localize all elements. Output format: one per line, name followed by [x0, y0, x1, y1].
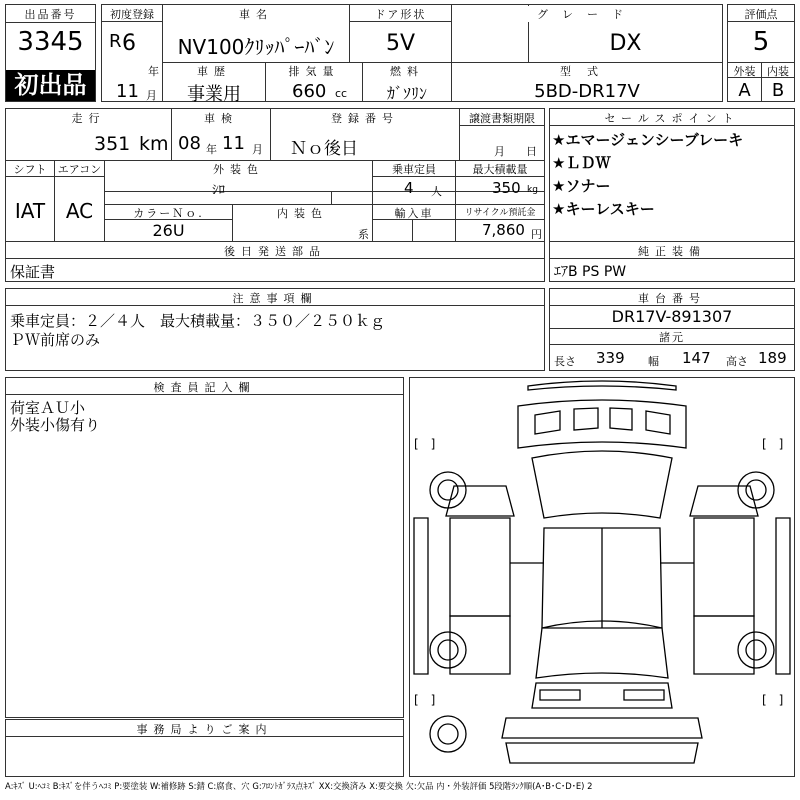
car-name: NV100ｸﾘｯﾊﾟｰﾊﾞﾝ: [177, 35, 335, 59]
height-value: 189: [758, 349, 787, 367]
max-load-unit: kg: [527, 185, 538, 195]
int-score-value: B: [771, 80, 785, 101]
rear-bumper-outline: [502, 718, 702, 738]
inspector-label: 検査員記入欄: [6, 379, 403, 395]
office-box: [5, 719, 404, 777]
score-value: 5: [752, 27, 770, 57]
later-parts-box: [5, 241, 545, 282]
lot-label: 出品番号: [24, 8, 77, 21]
ext-color-value: ｼﾛ: [212, 183, 225, 198]
grade-label: グレード: [452, 6, 722, 22]
regno-label: 登録番号: [271, 110, 459, 126]
inspector-box: [5, 377, 404, 718]
mileage-label: 走行: [6, 110, 171, 126]
grille-shapes: [535, 408, 670, 434]
rear-lamps: [540, 690, 664, 700]
transfer-month-unit: 月: [494, 145, 505, 158]
displacement-label: 排気量: [266, 63, 362, 79]
lot-number: 3345: [17, 27, 84, 57]
import-label: 輸入車: [394, 207, 434, 220]
displacement-value: 660: [292, 81, 327, 102]
hood-outline: [518, 400, 686, 448]
left-front-door: [450, 518, 510, 616]
history-label: 車歴: [163, 63, 265, 79]
door-label: ドア形状: [374, 8, 427, 21]
int-score-label: 内装: [767, 65, 789, 78]
notes-label: 注意事項欄: [6, 290, 544, 306]
recycle-unit: 円: [531, 228, 542, 241]
history-value: 事業用: [187, 84, 241, 105]
shift-value: IAT: [14, 199, 46, 223]
details-box: [5, 108, 545, 242]
sales-point-1: ★エマージェンシーブレーキ: [552, 131, 744, 149]
recycle-label: リサイクル預託金: [464, 208, 536, 218]
displacement-unit: cc: [335, 87, 348, 100]
ac-label: エアコン: [57, 163, 102, 176]
height-label: 高さ: [726, 355, 748, 368]
bracket-1: [ ]: [414, 437, 436, 451]
reg-year-unit: 年: [148, 65, 159, 78]
office-label: 事務局よりご案内: [6, 721, 403, 737]
damage-diagram: [409, 377, 795, 777]
ext-score-label: 外装: [733, 65, 756, 78]
length-value: 339: [596, 349, 625, 367]
ext-color-label: 外装色: [105, 161, 372, 177]
bracket-3: [ ]: [414, 693, 436, 707]
score-label: 評価点: [744, 8, 778, 21]
genuine-label: 純正装備: [550, 243, 794, 259]
sales-points-label: セールスポイント: [550, 110, 794, 126]
inspection-month: 11: [222, 133, 245, 154]
genuine-value: ｴｱB PS PW: [554, 264, 627, 280]
inspection-year: 08: [178, 133, 201, 154]
ext-score-value: A: [738, 80, 751, 101]
windshield-outline: [532, 451, 672, 518]
capacity-label: 乗車定員: [392, 163, 436, 176]
capacity-unit: 人: [431, 185, 442, 198]
mileage-unit: km: [139, 133, 169, 155]
reg-era: R: [109, 31, 122, 52]
lot-box: [5, 4, 96, 102]
width-label: 幅: [648, 355, 659, 368]
chassis-value: DR17V-891307: [611, 307, 733, 326]
max-load-label: 最大積載量: [472, 163, 528, 176]
inspection-year-unit: 年: [206, 143, 217, 156]
dims-label: 諸元: [659, 331, 685, 344]
inspection-label: 車検: [172, 110, 270, 126]
right-front-fender: [690, 486, 758, 516]
bracket-2: [ ]: [762, 437, 784, 451]
first-listing-badge: 初出品: [6, 70, 95, 101]
notes-box: [5, 288, 545, 371]
main-info-box: [101, 4, 723, 105]
notes-line-1: 乗車定員：２／４人 最大積載量：３５０／２５０ｋｇ: [10, 312, 386, 330]
grade-value: DX: [609, 31, 642, 56]
left-rear-panel: [450, 616, 510, 674]
int-color-label: 内装色: [233, 205, 372, 221]
transfer-day-unit: 日: [526, 145, 537, 158]
color-no-value: 26U: [152, 221, 185, 240]
sales-point-2: ★ＬＤＷ: [552, 154, 611, 172]
chassis-label: 車台番号: [550, 290, 794, 306]
reg-year: 6: [122, 31, 136, 56]
sales-point-3: ★ソナー: [552, 177, 611, 195]
reg-label: 初度登録: [110, 8, 154, 21]
regno-value: Ｎｏ後日: [290, 139, 358, 159]
car-name-label: 車名: [163, 6, 349, 22]
legend-text: A:ｷｽﾞ U:ﾍｺﾐ B:ｷｽﾞを伴うﾍｺﾐ P:要塗装 W:補修跡 S:錆 C:腐食、穴 G:ﾌﾛﾝﾄｶﾞﾗｽ点ｷｽﾞ XX:交換済み X:要交換 欠:欠品 内・外装評価 5段階ﾗﾝｸ順(A･B･C･D･E) 2: [5, 781, 593, 791]
fuel-value: ｶﾞｿﾘﾝ: [386, 84, 427, 103]
model-label: 型式: [452, 63, 722, 79]
sales-points-box: [549, 108, 795, 242]
mileage-value: 351: [94, 133, 131, 155]
right-rear-panel: [694, 616, 754, 674]
later-parts-label: 後日発送部品: [6, 243, 544, 259]
genuine-box: [549, 241, 795, 282]
length-label: 長さ: [554, 355, 576, 368]
tailgate-outline: [532, 683, 672, 708]
recycle-value: 7,860: [482, 221, 525, 239]
reg-month-unit: 月: [146, 89, 157, 102]
model-value: 5BD-DR17V: [534, 81, 640, 102]
left-front-fender: [446, 486, 514, 516]
notes-line-2: ＰＷ前席のみ: [10, 331, 101, 349]
inspection-month-unit: 月: [252, 143, 263, 156]
front-bumper-outline: [528, 381, 676, 390]
bracket-4: [ ]: [762, 693, 784, 707]
vehicle-diagram-svg: [410, 378, 794, 776]
shift-label: シフト: [13, 163, 47, 176]
rear-glass-outline: [536, 621, 668, 678]
chassis-box: [549, 288, 795, 371]
rear-lower-outline: [506, 743, 698, 763]
max-load-value: 350: [492, 179, 521, 197]
int-color-suffix: 系: [358, 228, 369, 241]
right-side-skirt: [776, 518, 790, 674]
reg-month: 11: [116, 81, 139, 102]
later-parts-value: 保証書: [10, 263, 56, 281]
transfer-label: 譲渡書類期限: [469, 112, 535, 125]
left-side-skirt: [414, 518, 428, 674]
width-value: 147: [682, 349, 711, 367]
score-box: [727, 4, 795, 102]
right-front-door: [694, 518, 754, 616]
inspector-line-2: 外装小傷有り: [10, 416, 101, 434]
sales-point-4: ★キーレスキー: [552, 200, 655, 218]
fuel-label: 燃料: [363, 63, 451, 79]
color-no-label: カラーＮｏ.: [133, 207, 204, 220]
ac-value: AC: [65, 199, 94, 223]
door-value: 5V: [385, 31, 416, 56]
inspector-line-1: 荷室ＡＵ小: [10, 399, 86, 417]
capacity-value: 4: [404, 179, 414, 197]
